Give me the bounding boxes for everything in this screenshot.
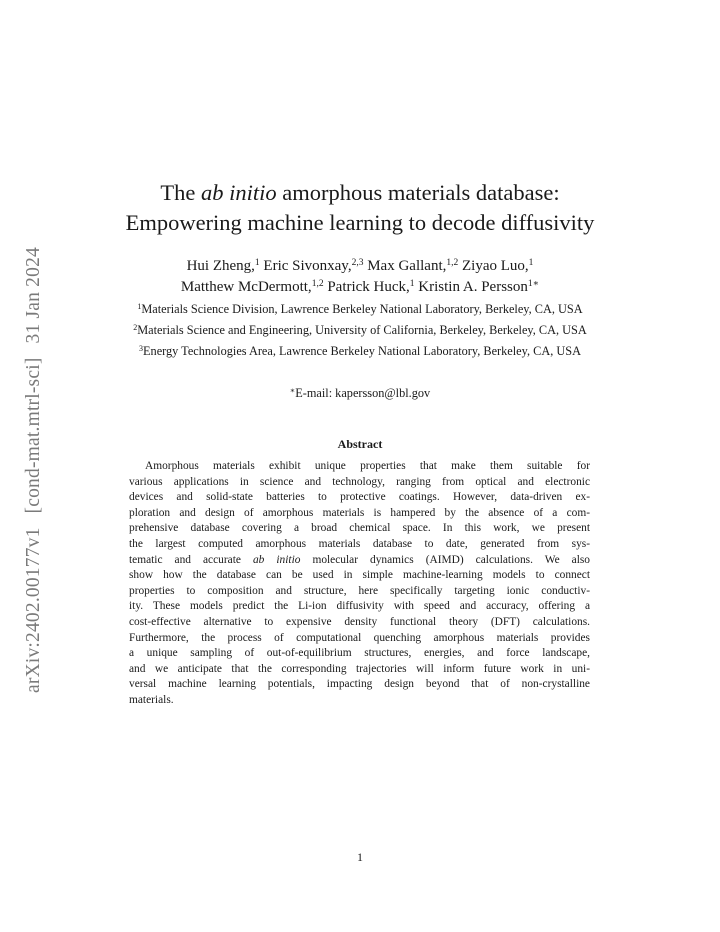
author: Eric Sivonxay,$^{2,3}$ (263, 258, 364, 274)
abstract-line: tematic and accurate ab initio molecular dynamics (AIMD) calculations. We also (129, 553, 590, 566)
abstract-line: various applications in science and technology, ranging from optical and electronic (129, 475, 590, 488)
arxiv-date: 31 Jan 2024 (23, 247, 44, 344)
affiliation: $^3$Energy Technologies Area, Lawrence Berkeley National Laboratory, Berkeley, CA, USA (139, 344, 581, 358)
arxiv-category: [cond-mat.mtrl-sci] (23, 357, 44, 514)
title-line-2: Empowering machine learning to decode diffusivity (125, 210, 595, 235)
affiliation-list (0, 299, 720, 362)
author: Max Gallant,$^{1,2}$ (367, 258, 459, 274)
author-line-1 (0, 256, 720, 277)
abstract-line: and we anticipate that the corresponding trajectories will inform future work in uni- (129, 662, 590, 675)
corresponding-email: ∗E-mail: kapersson@lbl.gov (289, 386, 431, 400)
arxiv-id: arXiv:2402.00177v1 (23, 527, 44, 693)
author: Matthew McDermott,$^{1,2}$ (180, 279, 324, 295)
abstract-italic: ab initio (252, 553, 301, 566)
abstract-line: Amorphous materials exhibit unique properties that make them suitable for (145, 460, 590, 472)
paper-title (0, 178, 720, 238)
author: Kristin A. Persson$^{1∗}$ (418, 279, 540, 295)
abstract-body (129, 459, 590, 709)
abstract-line: materials. (129, 693, 174, 706)
abstract-line: cost-effective alternative to expensive density functional theory (DFT) calculations. (129, 615, 590, 628)
abstract-line: the largest computed amorphous materials database to date, generated from sys- (129, 537, 590, 550)
page-number: 1 (357, 850, 363, 864)
affiliation: $^2$Materials Science and Engineering, University of California, Berkeley, Berkeley, CA, USA (133, 323, 587, 337)
author: Patrick Huck,$^1$ (327, 279, 415, 295)
abstract-line: devices and solid-state batteries to protective coatings. However, data-driven ex- (129, 491, 590, 504)
abstract-line: a unique sampling of out-of-equilibrium structures, energies, and force landscape, (129, 647, 590, 660)
abstract-line: show how the database can be used in simple machine-learning models to connect (129, 569, 590, 582)
author-line-2 (0, 277, 720, 298)
author: Ziyao Luo,$^1$ (462, 258, 534, 274)
abstract-heading: Abstract (337, 437, 383, 451)
abstract-line: Furthermore, the process of computational quenching amorphous materials provides (129, 631, 590, 644)
abstract-line: ploration and design of amorphous materials is hampered by the absence of a com- (129, 506, 590, 519)
title-line-1: The ab initio amorphous materials database: (160, 180, 560, 205)
abstract-line: ity. These models predict the Li-ion diffusivity with speed and accuracy, offering a (129, 600, 590, 613)
abstract-line: prehensive database covering a broad chemical space. In this work, we present (129, 522, 590, 535)
author-list (0, 256, 720, 298)
title-italic: ab initio (200, 180, 277, 205)
affiliation: $^1$Materials Science Division, Lawrence Berkeley National Laboratory, Berkeley, CA, USA (137, 302, 583, 316)
abstract-line: versal machine learning potentials, impacting design beyond that of non-crystalline (129, 678, 590, 691)
author: Hui Zheng,$^1$ (186, 258, 260, 274)
abstract-line: properties to composition and structure, here specifically targeting ionic conductiv- (129, 584, 590, 597)
